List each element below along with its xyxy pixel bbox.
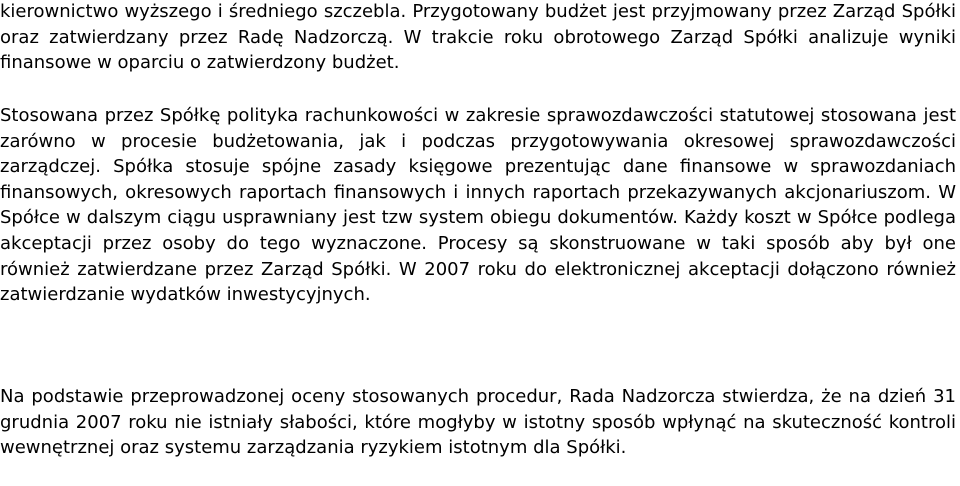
paragraph-supervisory-board-assessment: Na podstawie przeprowadzonej oceny stosowanych procedur, Rada Nadzorcza stwierdza, że na dzień 31 grudnia 2007 roku nie istniały słabości, które mogłyby w istotny sposób wpłynąć na skuteczność kontroli wewnętrznej oraz systemu zarządzania ryzykiem istotnym dla Spółki.: [0, 386, 956, 459]
paragraph-budget: kierownictwo wyższego i średniego szczebla. Przygotowany budżet jest przyjmowany przez Zarząd Spółki oraz zatwierdzany przez Radę Nadzorczą. W trakcie roku obrotowego Zarząd Spółki analizuje wyniki finansowe w oparciu o zatwierdzony budżet.: [0, 1, 956, 74]
paragraph-accounting-policy: Stosowana przez Spółkę polityka rachunkowości w zakresie sprawozdawczości statutowej stosowana jest zarówno w procesie budżetowania, jak i podczas przygotowywania okresowej sprawozdawczości zarządczej. Spółka stosuje spójne zasady księgowe prezentując dane finansowe w sprawozdaniach finansowych, okresowych raportach finansowych i innych raportach przekazywanych akcjonariuszom. W Spółce w dalszym ciągu usprawniany jest tzw system obiegu dokumentów. Każdy koszt w Spółce podlega akceptacji przez osoby do tego wyznaczone. Procesy są skonstruowane w taki sposób aby był one również zatwierdzane przez Zarząd Spółki. W 2007 roku do elektronicznej akceptacji dołączono również zatwierdzanie wydatków inwestycyjnych.: [0, 105, 956, 306]
